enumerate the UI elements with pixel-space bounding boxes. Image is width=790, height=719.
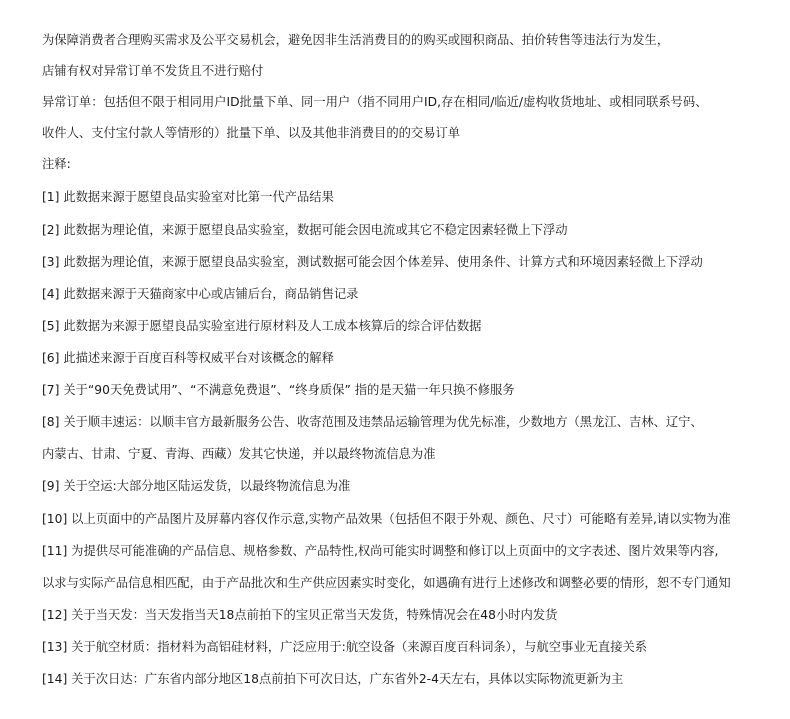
intro-line-4: 收件人、支付宝付款人等情形的）批量下单、以及其他非消费目的的交易订单 [42,126,461,140]
note-item-continued: 内蒙古、甘肃、宁夏、青海、西藏）发其它快递，并以最终物流信息为准 [42,447,436,461]
note-item: [1] 此数据来源于愿望良品实验室对比第一代产品结果 [42,190,334,204]
note-item: [13] 关于航空材质：指材料为高铝硅材料，广泛应用于:航空设备（来源百度百科词条），与航空事业无直接关系 [42,640,648,654]
intro-line-3: 异常订单：包括但不限于相同用户ID批量下单、同一用户（指不同用户ID,存在相同/临近/虚构收货地址、或相同联系号码、 [42,95,708,109]
note-item-continued: 以求与实际产品信息相匹配，由于产品批次和生产供应因素实时变化，如遇确有进行上述修改和调整必要的情形，恕不专门通知 [42,576,731,590]
intro-line-2: 店铺有权对异常订单不发货且不进行赔付 [42,64,264,78]
note-item: [11] 为提供尽可能准确的产品信息、规格参数、产品特性,权尚可能实时调整和修订以上页面中的文字表述、图片效果等内容, [42,544,719,558]
note-item: [7] 关于“90天免费试用”、“不满意免费退”、“终身质保” 指的是天猫一年只换不修服务 [42,383,515,397]
note-item: [2] 此数据为理论值，来源于愿望良品实验室，数据可能会因电流或其它不稳定因素轻微上下浮动 [42,223,568,237]
note-item: [3] 此数据为理论值，来源于愿望良品实验室，测试数据可能会因个体差异、使用条件、计算方式和环境因素轻微上下浮动 [42,255,703,269]
note-item: [4] 此数据来源于天猫商家中心或店铺后台，商品销售记录 [42,287,359,301]
note-item: [10] 以上页面中的产品图片及屏幕内容仅作示意,实物产品效果（包括但不限于外观、颜色、尺寸）可能略有差异,请以实物为准 [42,512,731,526]
notes-heading: 注释: [42,157,71,171]
note-item: [12] 关于当天发：当天发指当天18点前拍下的宝贝正常当天发货，特殊情况会在48小时内发货 [42,608,558,622]
note-item: [5] 此数据为来源于愿望良品实验室进行原材料及人工成本核算后的综合评估数据 [42,319,482,333]
note-item: [8] 关于顺丰速运：以顺丰官方最新服务公告、收寄范围及违禁品运输管理为优先标准，少数地方（黑龙江、吉林、辽宁、 [42,415,703,429]
intro-line-1: 为保障消费者合理购买需求及公平交易机会，避免因非生活消费目的的购买或囤积商品、拍价转售等违法行为发生， [42,33,670,47]
note-item: [6] 此描述来源于百度百科等权威平台对该概念的解释 [42,351,334,365]
note-item: [14] 关于次日达：广东省内部分地区18点前拍下可次日达，广东省外2-4天左右，具体以实际物流更新为主 [42,672,624,686]
note-item: [9] 关于空运:大部分地区陆运发货，以最终物流信息为准 [42,479,351,493]
